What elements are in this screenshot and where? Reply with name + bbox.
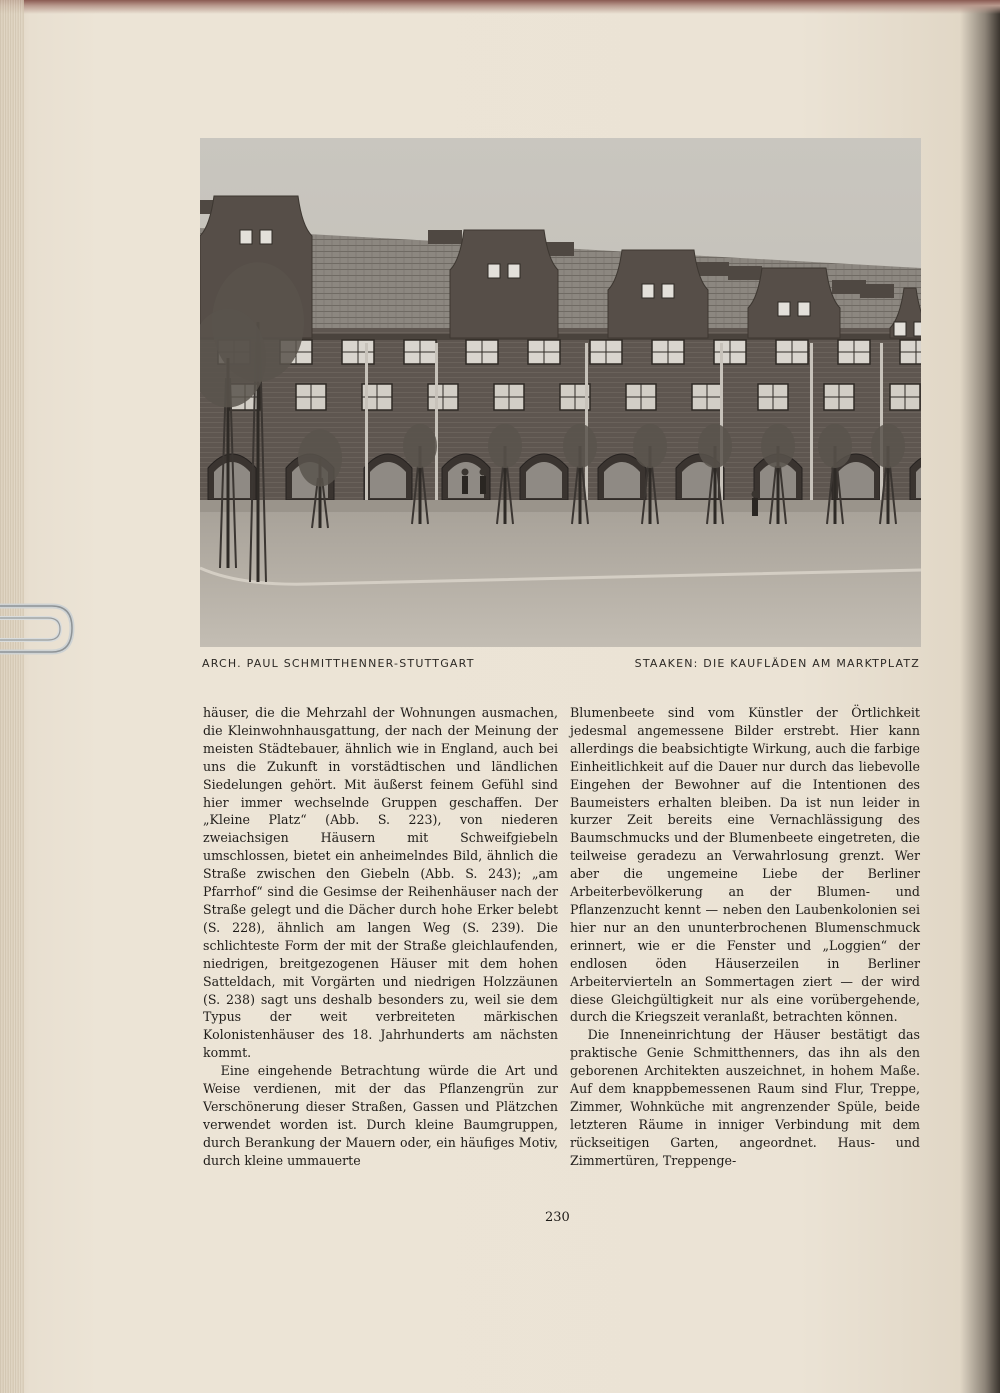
text-column-right (570, 704, 920, 1170)
paragraph: Die Inneneinrichtung der Häuser bestätigt das praktische Genie Schmitthenners, das ihn als den geborenen Architekten auszeichnet, in hohem Maße. Auf dem knappbemessenen Raum sind Flur, Treppe, Zimmer, Wohnküche mit angrenzender Spüle, beide letzteren Räume in inniger Verbindung mit dem rückseitigen Garten, angeordnet. Haus- und Zimmertüren, Treppenge- (570, 1027, 920, 1168)
text-column-left (203, 704, 558, 1170)
caption-architect: ARCH. PAUL SCHMITTHENNER-STUTTGART (202, 657, 475, 670)
sidewalk (200, 500, 921, 512)
photograph-market-square-shops (200, 138, 921, 647)
paper-clip (0, 598, 78, 660)
paragraph: Eine eingehende Betrachtung würde die Art und Weise verdienen, mit der das Pflanzengrün zur Verschönerung dieser Straßen, Gassen und Plätzchen verwendet worden ist. Durch kleine Baumgruppen, durch Berankung der Mauern oder, ein häufiges Motiv, durch kleine ummauerte (203, 1063, 558, 1168)
page-number: 230 (545, 1210, 570, 1225)
stacked-page-edges (0, 0, 24, 1393)
paragraph: Blumenbeete sind vom Künstler der Örtlichkeit jedesmal angemessene Bilder erstrebt. Hier kann allerdings die beabsichtigte Wirkung, auch die farbige Einheitlichkeit auf die Dauer nur durch das liebevolle Eingehen der Bewohner auf die Intentionen des Baumeisters erhalten bleiben. Da ist nun leider in kurzer Zeit bereits eine Vernachlässigung des Baumschmucks und der Blumenbeete eingetreten, die teilweise geradezu an Verwahrlosung grenzt. Wer aber die ungemeine Liebe der Berliner Arbeiterbevölkerung an der Blumen- und Pflanzenzucht kennt — neben den Laubenkolonien sei hier nur an den ununterbrochenen Blumenschmuck erinnert, wie er die Fenster und „Loggien“ der endlosen öden Häuserzeilen in Berliner Arbeitervierteln an Sommertagen ziert — der wird diese Gleichgültigkeit nur als eine vorübergehende, durch die Kriegszeit veranlaßt, betrachten können. (570, 705, 920, 1025)
paragraph: häuser, die die Mehrzahl der Wohnungen ausmachen, die Kleinwohnhausgattung, der nach der Meinung der meisten Städtebauer, ähnlich wie in England, auch bei uns die Zukunft in vorstädtischen und ländlichen Siedelungen gehört. Mit äußerst feinem Gefühl sind hier immer wechselnde Gruppen geschaffen. Der „Kleine Platz“ (Abb. S. 223), von niederen zweiachsigen Häusern mit Schweifgiebeln umschlossen, bietet ein anheimelndes Bild, ähnlich die Straße zwischen den Giebeln (Abb. S. 243); „am Pfarrhof“ sind die Gesimse der Reihenhäuser nach der Straße gelegt und die Dächer durch hohe Erker belebt (S. 228), ähnlich am langen Weg (S. 239). Die schlichteste Form der mit der Straße gleichlaufenden, niedrigen, breitgezogenen Häuser mit dem hohen Satteldach, mit Vorgärten und niedrigen Holzzäunen (S. 238) sagt uns deshalb besonders zu, weil sie dem Typus der weit verbreiteten märkischen Kolonistenhäuser des 18. Jahrhunderts am nächsten kommt. (203, 705, 558, 1061)
caption-title: STAAKEN: DIE KAUFLÄDEN AM MARKTPLATZ (634, 657, 920, 670)
top-edge-band (0, 0, 1000, 14)
